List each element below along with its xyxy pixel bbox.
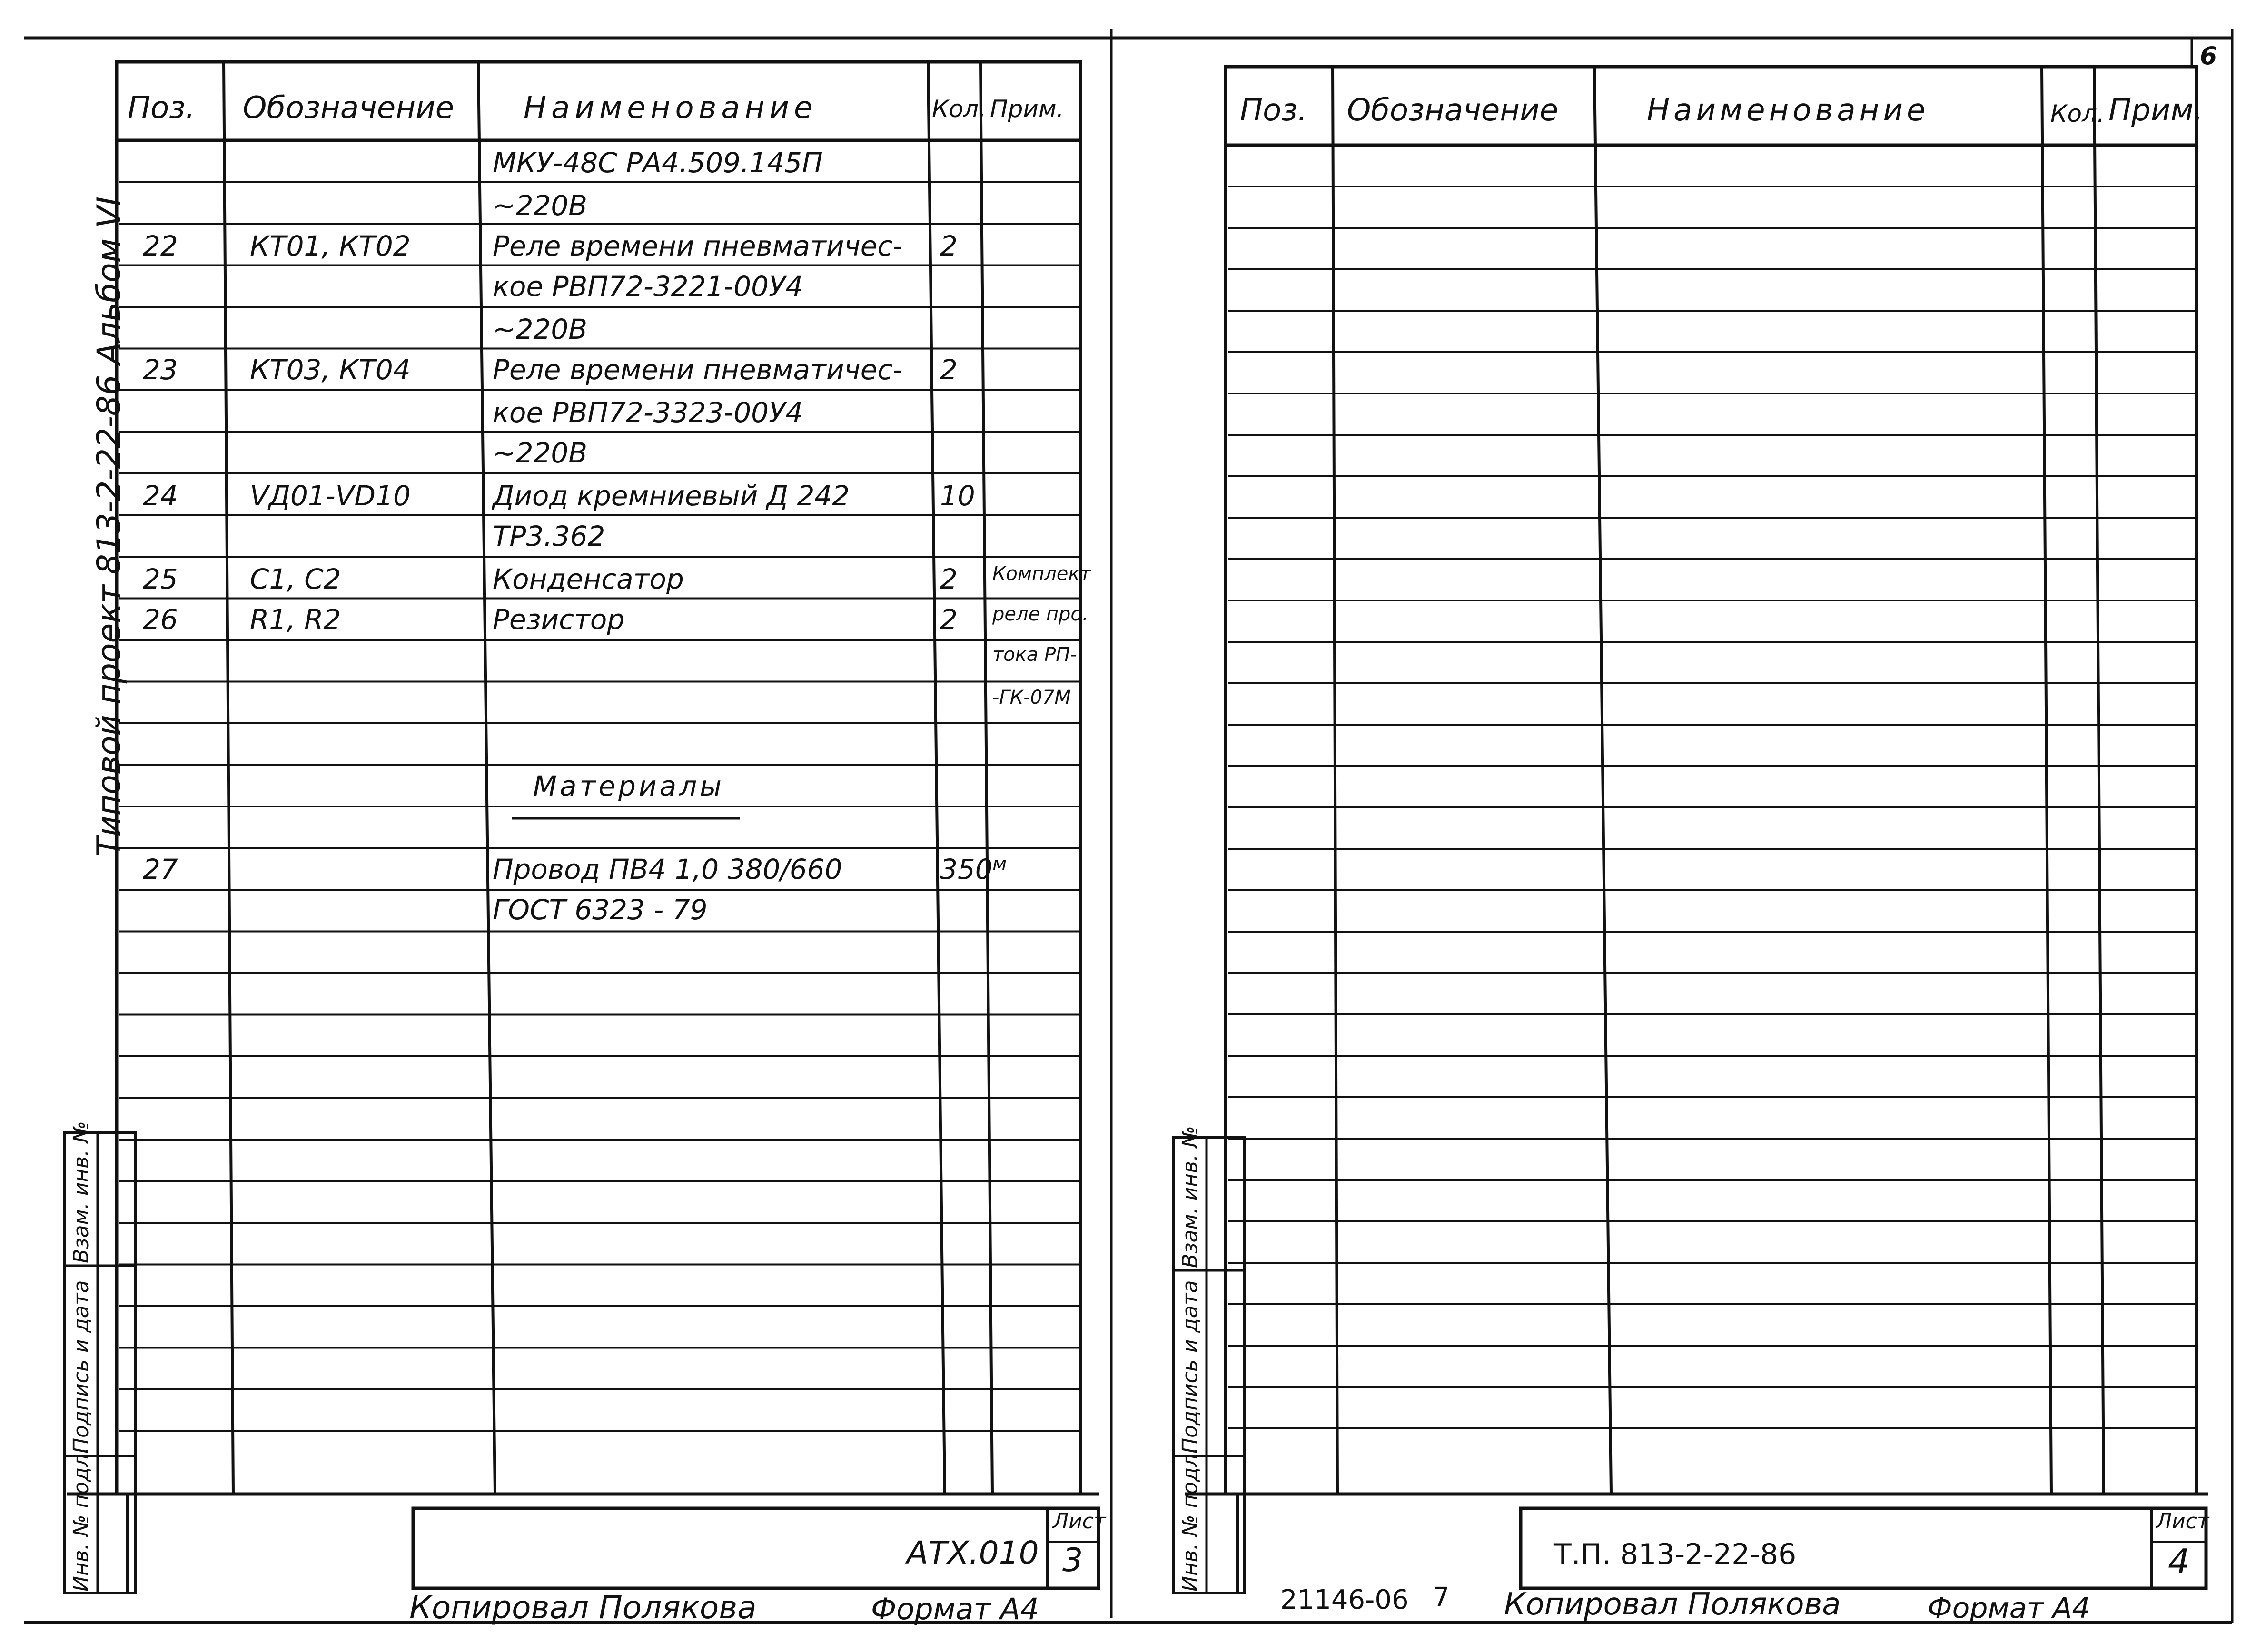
- stamp-inv-label: Инв. № подл.: [69, 1447, 93, 1592]
- row-name: Материалы: [533, 770, 724, 802]
- header-pos: Поз.: [1240, 93, 1307, 128]
- stamp-signature-label: Подпись и дата: [69, 1280, 93, 1454]
- sheet-label: Лист: [1053, 1509, 1106, 1534]
- row-note: реле про.: [992, 603, 1088, 625]
- row-note: Комплект: [992, 563, 1091, 585]
- row-name: кое РВП72-3323-00У4: [493, 396, 803, 429]
- sheet-number: 4: [2168, 1542, 2190, 1582]
- row-name: МКУ-48С РА4.509.145П: [493, 147, 823, 179]
- row-name: ~220В: [493, 437, 588, 469]
- row-name: Реле времени пневматичес-: [493, 230, 903, 262]
- stamp-signature-label: Подпись и дата: [1178, 1280, 1202, 1454]
- stamp-replace-label: Взам. инв. №: [1178, 1126, 1202, 1268]
- row-designation: КТ03, КТ04: [250, 354, 411, 386]
- row-name: Провод ПВ4 1,0 380/660: [493, 853, 842, 885]
- row-qty: 2: [940, 230, 958, 262]
- footer-mark: 7: [1433, 1582, 1450, 1613]
- header-qty: Кол.: [2050, 100, 2105, 128]
- row-qty: 10: [940, 480, 975, 512]
- footer-copied: Копировал Полякова: [1504, 1587, 1841, 1622]
- row-name: ТР3.362: [493, 520, 605, 552]
- row-note: м: [992, 853, 1007, 875]
- row-name: ~220В: [493, 189, 588, 222]
- row-qty: 2: [940, 563, 958, 595]
- row-pos: 26: [143, 603, 178, 636]
- row-name: ~220В: [493, 313, 588, 345]
- row-pos: 27: [143, 853, 178, 885]
- page-number: 6: [2200, 42, 2217, 70]
- row-pos: 23: [143, 354, 178, 386]
- header-name: Наименование: [524, 90, 818, 126]
- row-qty: 2: [940, 603, 958, 636]
- header-designation: Обозначение: [243, 90, 455, 126]
- row-designation: С1, С2: [250, 563, 341, 595]
- stamp-replace-label: Взам. инв. №: [69, 1121, 93, 1263]
- header-pos: Поз.: [128, 90, 195, 126]
- row-pos: 24: [143, 480, 178, 512]
- row-name: ГОСТ 6323 - 79: [493, 894, 708, 926]
- row-name: Резистор: [493, 603, 625, 636]
- row-name: Диод кремниевый Д 242: [493, 480, 850, 512]
- header-note: Прим.: [990, 95, 1064, 123]
- row-designation: R1, R2: [250, 603, 341, 636]
- doc-code: АТХ.010: [907, 1534, 1039, 1571]
- footer-copied: Копировал Полякова: [409, 1589, 757, 1626]
- stamp-inv-label: Инв. № подл.: [1178, 1447, 1202, 1592]
- header-qty: Кол.: [932, 95, 986, 123]
- footer-number: 21146-06: [1280, 1584, 1409, 1615]
- doc-code: Т.П. 813-2-22-86: [1554, 1538, 1797, 1571]
- footer-format: Формат А4: [871, 1592, 1039, 1626]
- row-qty: 350: [940, 853, 993, 885]
- header-designation: Обозначение: [1347, 93, 1559, 128]
- footer-format: Формат А4: [1928, 1592, 2090, 1625]
- header-name: Наименование: [1647, 93, 1929, 128]
- row-designation: VД01-VD10: [250, 480, 411, 512]
- row-qty: 2: [940, 354, 958, 386]
- sheet-number: 3: [1062, 1542, 1083, 1579]
- row-name: Реле времени пневматичес-: [493, 354, 903, 386]
- sheet-label: Лист: [2156, 1509, 2209, 1534]
- row-note: -ГК-07М: [992, 687, 1071, 708]
- row-name: Конденсатор: [493, 563, 684, 595]
- side-title: Типовой проект 813-2-22-86 Альбом VI: [90, 196, 128, 856]
- row-pos: 22: [143, 230, 178, 262]
- row-pos: 25: [143, 563, 178, 595]
- row-name: кое РВП72-3221-00У4: [493, 270, 803, 303]
- header-note: Прим.: [2108, 93, 2203, 128]
- row-designation: КТ01, КТ02: [250, 230, 411, 262]
- row-note: тока РП-: [992, 644, 1077, 666]
